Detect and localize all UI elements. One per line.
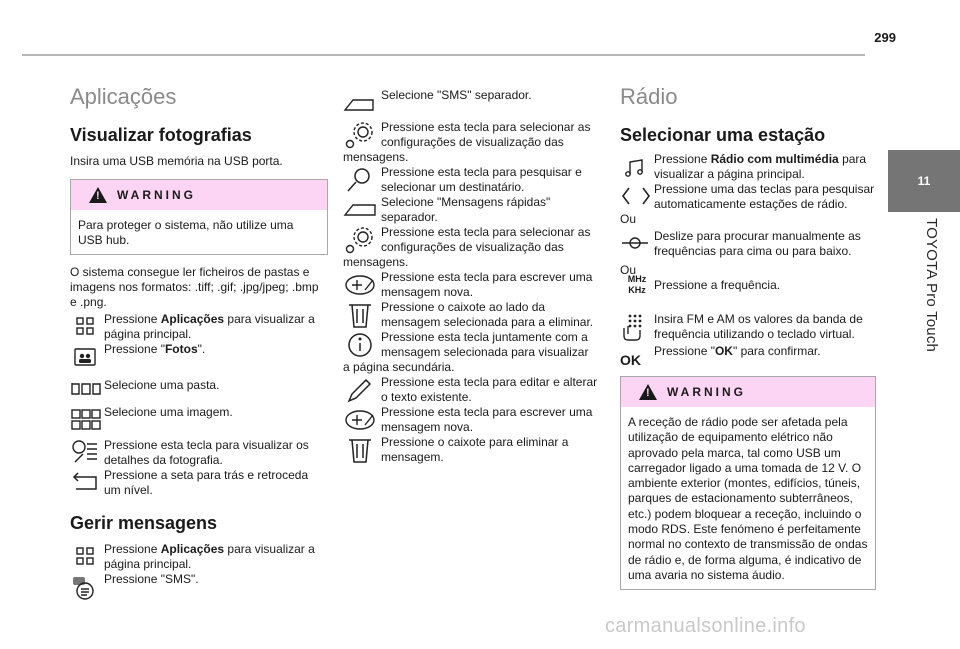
step-radio-home-post: para visualizar a página principal. — [654, 152, 867, 181]
warning-text: Para proteger o sistema, não utilize uma USB hub. — [78, 218, 294, 247]
step-photos-post: ". — [197, 342, 206, 356]
section-title-apps: Aplicações — [70, 84, 177, 109]
seek-arrows-icon — [620, 185, 652, 207]
step-msg-apps-pre: Pressione — [104, 542, 161, 556]
step-quick-tab-text: Selecione "Mensagens rápidas" separador. — [381, 195, 551, 224]
section-title-radio: Rádio — [620, 84, 678, 109]
step-manual-search-text: Deslize para procurar manualmente as frequências para cima ou para baixo. — [654, 229, 861, 258]
tuner-slider-icon — [620, 232, 650, 254]
image-grid-icon — [70, 407, 102, 433]
step-image-text: Selecione uma imagem. — [104, 405, 233, 419]
warning-header — [71, 180, 327, 210]
photos-icon — [72, 344, 98, 370]
warning-box-radio — [620, 376, 876, 590]
step-apps-bold: Aplicações — [160, 312, 225, 326]
warning-title-radio: WARNING — [667, 384, 746, 399]
step-apps-post: para visualizar a página principal. — [104, 312, 315, 341]
step-edit-text: Pressione esta tecla para editar e alterar o texto existente. — [381, 375, 598, 404]
page-number: 299 — [874, 30, 896, 45]
step-sms-tab — [343, 88, 598, 120]
trash-icon-2 — [343, 435, 377, 465]
warning-box-usb — [70, 179, 328, 255]
step-quick-tab — [343, 195, 598, 225]
step-frequency — [620, 274, 875, 312]
step-image — [70, 404, 328, 438]
step-radio-home-bold: Rádio com multimédia — [710, 152, 839, 166]
settings-gear-icon-2 — [343, 225, 377, 255]
step-auto-search — [620, 182, 875, 212]
step-settings-1 — [343, 120, 598, 165]
sms-icon — [70, 574, 98, 602]
step-back-text: Pressione a seta para trás e retroceda um nível. — [104, 468, 309, 497]
step-details-text: Pressione esta tecla para visualizar os detalhes da fotografia. — [104, 438, 309, 467]
header-rule — [22, 54, 865, 56]
step-sms-tab-text: Selecione "SMS" separador. — [381, 88, 532, 102]
warning-text-radio: A receção de rádio pode ser afetada pela utilização de equipamento elétrico não aprovado pela marca, tal como USB um carregador ligado a uma tomada de 12 V. O ambiente exterior (montes, edifícios, túneis, parques de estacionamento subterrâneos, etc.) podem bloquear a receção, incluindo o modo RDS. Este fenómeno é perfeitamente normal no contexto de transmissão de ondas de rádio e, de forma alguma, é indicativo de uma avaria no sistema áudio. — [628, 415, 868, 582]
or-text-2: Ou — [620, 263, 637, 277]
step-radio-home-pre: Pressione — [654, 152, 711, 166]
music-note-icon — [622, 156, 646, 180]
frequency-khz-label: KHz — [628, 285, 646, 295]
step-apps — [70, 312, 328, 342]
settings-gear-icon — [343, 120, 377, 150]
step-settings-2 — [343, 225, 598, 270]
step-ok-post: " para confirmar. — [732, 344, 821, 358]
keypad-hand-icon — [620, 312, 648, 342]
step-search-recipient — [343, 165, 598, 195]
step-settings-2-text: Pressione esta tecla para selecionar as configurações de visualização das mensagens. — [343, 225, 591, 269]
step-frequency-text: Pressione a frequência. — [654, 278, 781, 292]
step-details — [70, 438, 328, 468]
step-new-message-1-text: Pressione esta tecla para escrever uma mensagem nova. — [381, 270, 593, 299]
edit-pencil-icon — [343, 375, 377, 405]
subtitle-station: Selecionar uma estação — [620, 125, 826, 145]
step-sms — [70, 572, 328, 600]
step-ok-bold: OK — [714, 344, 733, 358]
tab-icon-2 — [343, 195, 377, 221]
step-msg-apps-bold: Aplicações — [160, 542, 225, 556]
trash-icon — [343, 300, 377, 330]
column-apps — [70, 80, 328, 600]
subtitle-photos: Visualizar fotografias — [70, 125, 252, 145]
chapter-title: TOYOTA Pro Touch — [923, 218, 940, 353]
step-new-message-1 — [343, 270, 598, 300]
step-keypad — [620, 312, 875, 344]
watermark: carmanualsonline.info — [605, 615, 806, 637]
column-messages — [343, 88, 598, 465]
details-search-icon — [70, 438, 100, 468]
warning-icon-radio — [639, 384, 657, 400]
step-delete-1-text: Pressione o caixote ao lado da mensagem selecionada para a eliminar. — [381, 300, 594, 329]
step-photos — [70, 342, 328, 374]
step-edit — [343, 375, 598, 405]
step-new-message-2-text: Pressione esta tecla para escrever uma mensagem nova. — [381, 405, 593, 434]
step-sms-text: Pressione "SMS". — [104, 572, 199, 586]
warning-icon — [89, 187, 107, 203]
frequency-unit-icon — [622, 274, 652, 304]
warning-title: WARNING — [117, 187, 196, 202]
step-apps-pre: Pressione — [104, 312, 161, 326]
folder-row-icon — [70, 380, 102, 400]
step-info-text: Pressione esta tecla juntamente com a mensagem selecionada para visualizar a página secundária. — [343, 330, 589, 374]
search-icon — [343, 165, 377, 195]
step-radio-home — [620, 152, 875, 182]
step-settings-1-text: Pressione esta tecla para selecionar as configurações de visualização das mensagens. — [343, 120, 591, 164]
or-text-1: Ou — [620, 212, 637, 226]
step-photos-pre: Pressione " — [104, 342, 165, 356]
step-back — [70, 468, 328, 498]
step-folder — [70, 374, 328, 404]
step-delete-1 — [343, 300, 598, 330]
tab-icon — [343, 94, 375, 114]
back-arrow-icon — [70, 470, 100, 496]
new-message-icon — [343, 270, 377, 300]
step-manual-search — [620, 229, 875, 261]
chapter-tab[interactable]: 11 — [888, 150, 960, 212]
new-message-icon-2 — [343, 405, 377, 435]
step-search-recipient-text: Pressione esta tecla para pesquisar e selecionar um destinatário. — [381, 165, 582, 194]
usb-intro: Insira uma USB memória na USB porta. — [70, 154, 283, 168]
step-delete-2 — [343, 435, 598, 465]
step-new-message-2 — [343, 405, 598, 435]
step-msg-apps-post: para visualizar a página principal. — [104, 542, 315, 571]
frequency-mhz-label: MHz — [627, 274, 647, 284]
step-keypad-text: Insira FM e AM os valores da banda de frequência utilizando o teclado virtual. — [654, 312, 863, 341]
warning-header-radio — [621, 377, 875, 407]
apps-grid-icon — [74, 315, 96, 337]
info-icon — [343, 330, 377, 360]
step-info — [343, 330, 598, 375]
subtitle-messages: Gerir mensagens — [70, 513, 218, 533]
ok-label: OK — [620, 352, 641, 368]
step-folder-text: Selecione uma pasta. — [104, 378, 220, 392]
step-ok-pre: Pressione " — [654, 344, 715, 358]
step-ok — [620, 344, 875, 374]
step-photos-bold: Fotos — [164, 342, 198, 356]
apps-grid-icon-2 — [74, 545, 96, 567]
step-delete-2-text: Pressione o caixote para eliminar a mensagem. — [381, 435, 569, 464]
formats-text: O sistema consegue ler ficheiros de pastas e imagens nos formatos: .tiff; .gif; .jpg/jpeg; .bmp e .png. — [70, 265, 319, 309]
step-msg-apps — [70, 542, 328, 572]
column-radio — [620, 80, 875, 590]
step-auto-search-text: Pressione uma das teclas para pesquisar automaticamente estações de rádio. — [654, 182, 875, 211]
